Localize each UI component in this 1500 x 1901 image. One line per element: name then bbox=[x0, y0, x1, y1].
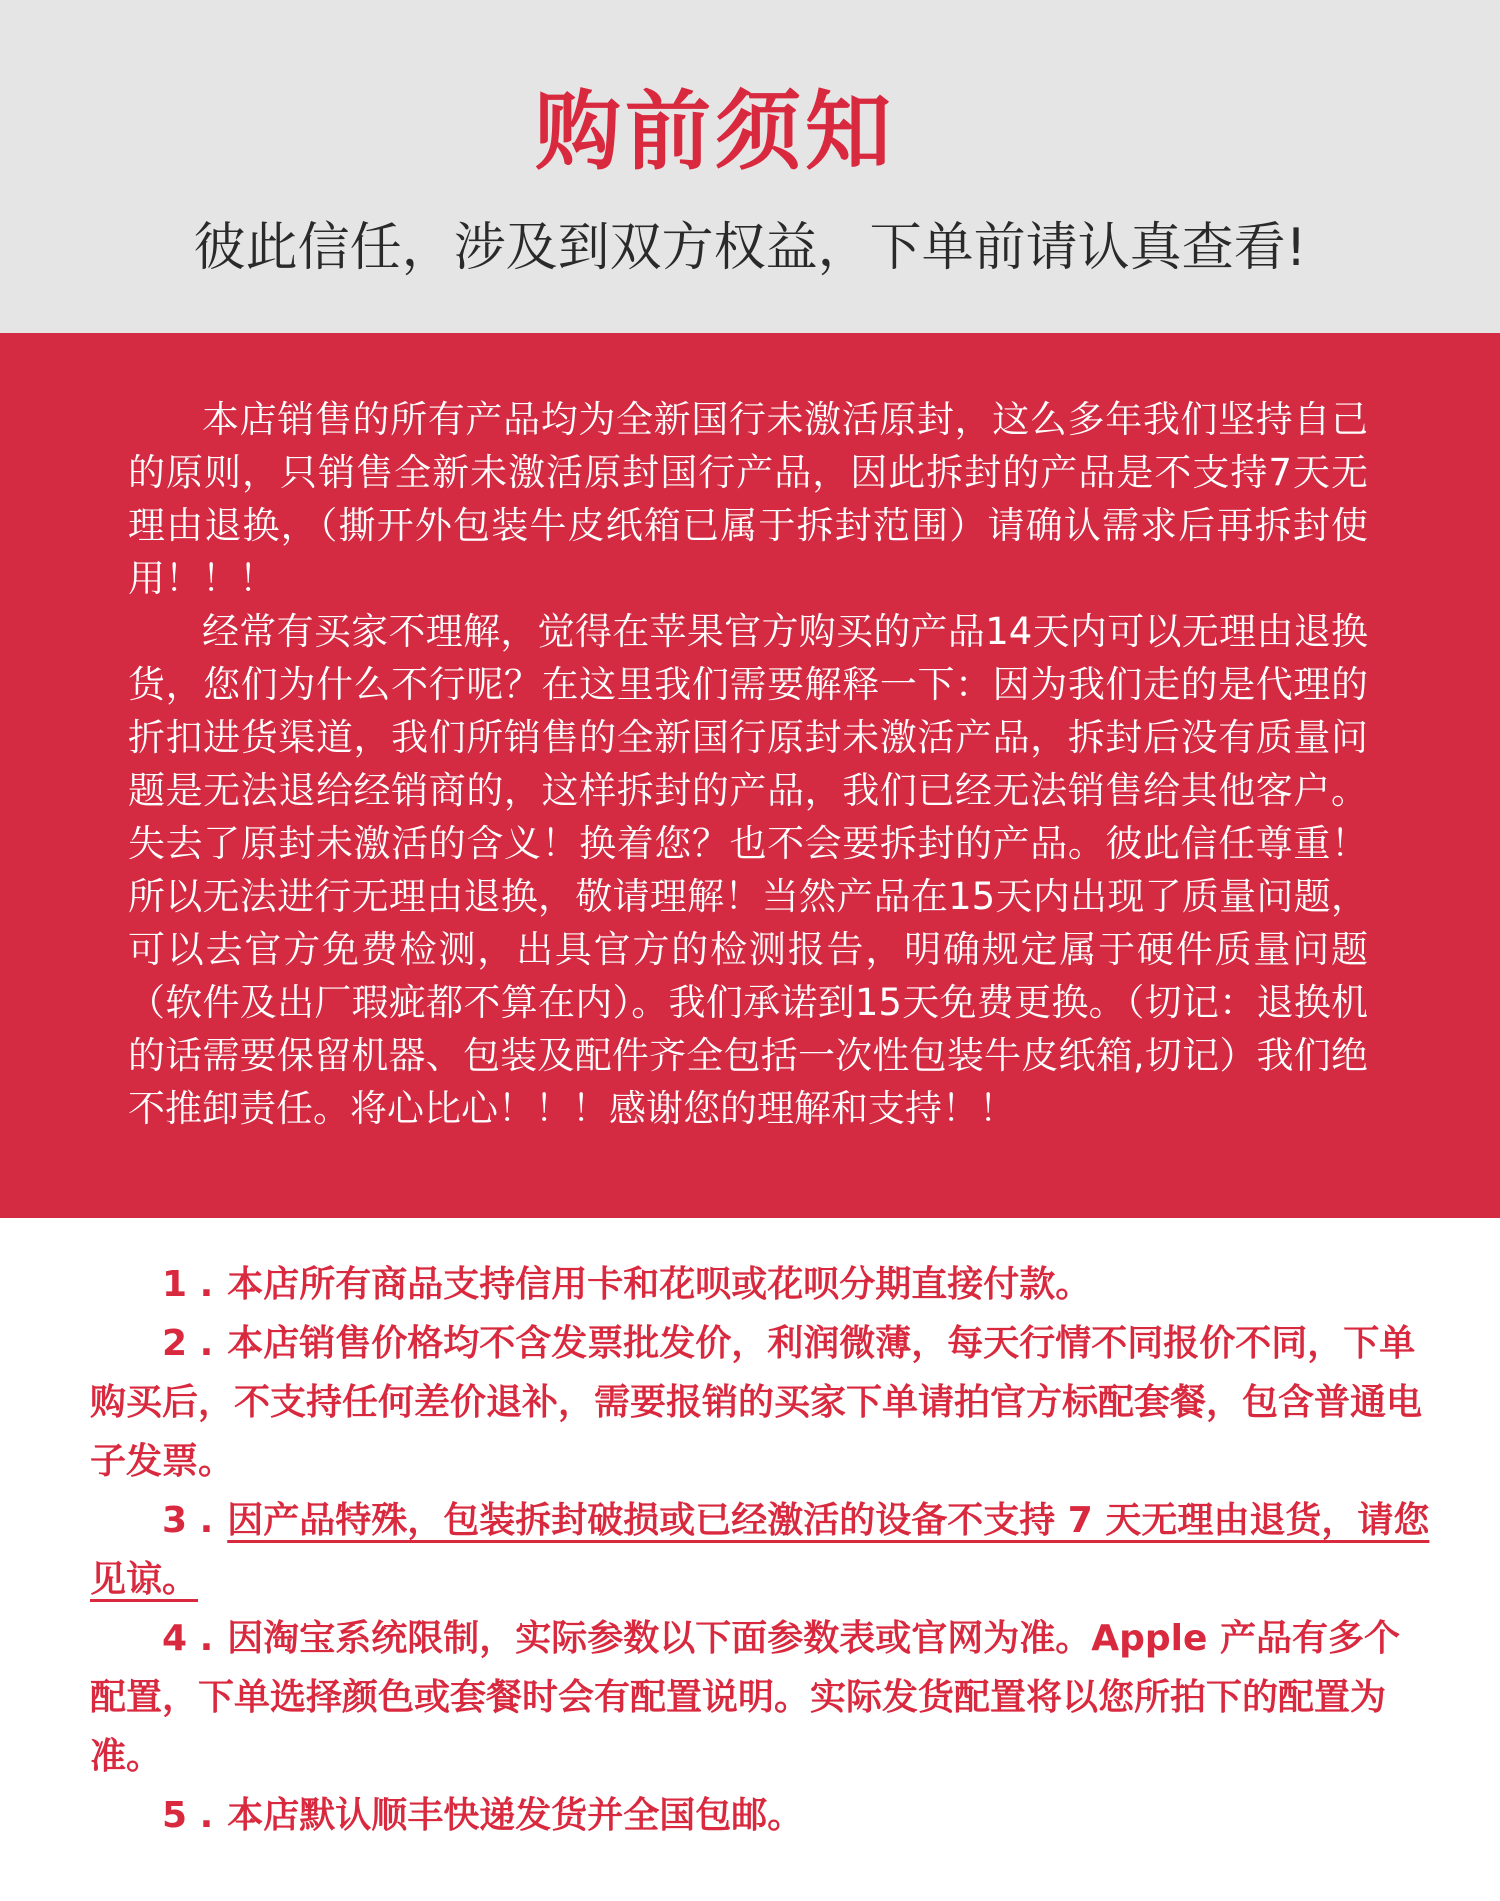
page-subtitle: 彼此信任，涉及到双方权益，下单前请认真查看! bbox=[193, 218, 1307, 278]
terms-list bbox=[90, 1255, 1435, 1845]
term-number: 2 . bbox=[162, 1323, 214, 1364]
term-item bbox=[90, 1786, 1435, 1845]
term-text: 本店所有商品支持信用卡和花呗或花呗分期直接付款。 bbox=[227, 1264, 1092, 1305]
term-text: 本店默认顺丰快递发货并全国包邮。 bbox=[227, 1795, 804, 1836]
term-text: 因淘宝系统限制，实际参数以下面参数表或官网为准。Apple 产品有多个配置，下单选择颜色或套餐时会有配置说明。实际发货配置将以您所拍下的配置为准。 bbox=[90, 1618, 1400, 1777]
page-title: 购前须知 bbox=[535, 82, 895, 182]
term-item bbox=[90, 1314, 1435, 1491]
term-number: 1 . bbox=[162, 1264, 214, 1305]
term-number: 3 . bbox=[162, 1500, 214, 1541]
term-item bbox=[90, 1255, 1435, 1314]
term-number: 5 . bbox=[162, 1795, 214, 1836]
term-text-underlined: 因产品特殊，包装拆封破损或已经激活的设备不支持 7 天无理由退货，请您见谅。 bbox=[90, 1500, 1430, 1600]
notice-text-block bbox=[128, 393, 1368, 1135]
term-number: 4 . bbox=[162, 1618, 214, 1659]
return-policy-notice bbox=[0, 333, 1500, 1218]
notice-paragraph: 经常有买家不理解，觉得在苹果官方购买的产品14天内可以无理由退换货，您们为什么不行呢？在这里我们需要解释一下：因为我们走的是代理的折扣进货渠道，我们所销售的全新国行原封未激活产品，拆封后没有质量问题是无法退给经销商的，这样拆封的产品，我们已经无法销售给其他客户。失去了原封未激活的含义！换着您？也不会要拆封的产品。彼此信任尊重！所以无法进行无理由退换，敬请理解！当然产品在15天内出现了质量问题，可以去官方免费检测，出具官方的检测报告，明确规定属于硬件质量问题（软件及出厂瑕疵都不算在内）。我们承诺到15天免费更换。（切记：退换机的话需要保留机器、包装及配件齐全包括一次性包装牛皮纸箱,切记）我们绝不推卸责任。将心比心！！！感谢您的理解和支持！！ bbox=[128, 610, 1368, 1130]
notice-paragraph: 本店销售的所有产品均为全新国行未激活原封，这么多年我们坚持自己的原则，只销售全新未激活原封国行产品，因此拆封的产品是不支持7天无理由退换，（撕开外包装牛皮纸箱已属于拆封范围）请确认需求后再拆封使用！！！ bbox=[128, 398, 1368, 600]
term-item bbox=[90, 1609, 1435, 1786]
term-item bbox=[90, 1491, 1435, 1609]
header-section bbox=[0, 0, 1500, 333]
term-text: 本店销售价格均不含发票批发价，利润微薄，每天行情不同报价不同，下单购买后，不支持任何差价退补，需要报销的买家下单请拍官方标配套餐，包含普通电子发票。 bbox=[90, 1323, 1423, 1482]
